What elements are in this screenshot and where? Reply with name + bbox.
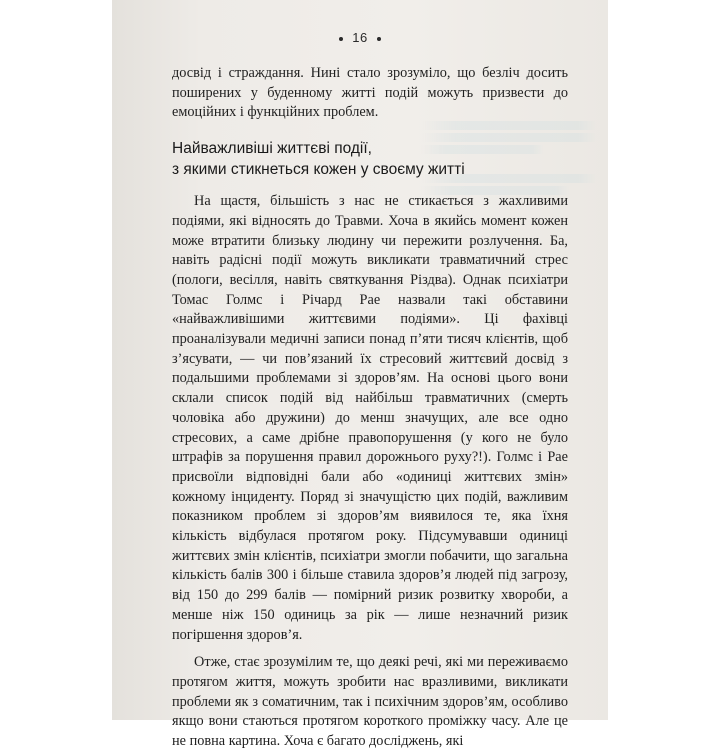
bullet-right (377, 37, 381, 41)
page-number (112, 30, 608, 45)
book-page (112, 0, 608, 750)
section-heading-line-1: Найважливіші життєві події, (172, 140, 372, 158)
section-heading (172, 138, 568, 180)
bullet-left (339, 37, 343, 41)
page-number-value: 16 (352, 30, 368, 45)
intro-paragraph: досвід і страждання. Нині стало зрозуміло, що безліч досить поширених у буденному житті подій можуть призвести до емоційних і функційних проблем. (172, 65, 568, 121)
body-paragraph-2: Отже, стає зрозумілим те, що деякі речі, які ми переживаємо протягом життя, можуть зробити нас вразливими, викликати проблеми як з соматичним, так і психічним здоров’ям, особливо якщо вони стаються протягом короткого проміжку часу. Але це не повна картина. Хоча є багато досліджень, які (172, 654, 568, 750)
body-paragraph-1: На щастя, більшість з нас не стикається з жахливими подіями, які відносять до Травми. Хоча в якийсь момент кожен може втратити близьку людину чи пережити розлучення. Ба, навіть радісні події можуть викликати травматичний стрес (пологи, весілля, навіть святкування Різдва). Однак психіатри Томас Голмс і Річард Рае назвали такі обставини «найважливішими життєвими подіями». Ці фахівці проаналізували медичні записи понад п’яти тисяч клієнтів, щоб з’ясувати, — чи пов’язаний їх стресовий життєвий досвід з подальшими проблемами зі здоров’ям. На основі цього вони склали список подій від найбільш травматичних (смерть чоловіка або дружини) до менш значущих, але все одно стресових, а саме дрібне правопорушення (у кого не було штрафів за порушення правил дорожнього руху?!). Голмс і Рае присвоїли відповідні бали або «одиниці життєвих змін» кожному інциденту. Поряд зі значущістю цих подій, важливим показником проблем зі здоров’ям виявилося те, яка їхня кількість відбулася протягом року. Підсумувавши одиниці життєвих змін клієнтів, психіатри змогли побачити, що загальна кількість балів 300 і більше ставила здоров’я людей під загрозу, від 150 до 299 балів — помірний ризик розвитку хвороби, а менше ніж 150 одиниць за рік — лише незначний ризик погіршення здоров’я. (172, 193, 568, 643)
page-body (172, 64, 568, 752)
section-heading-line-2: з якими стикнеться кожен у своєму житті (172, 161, 465, 179)
